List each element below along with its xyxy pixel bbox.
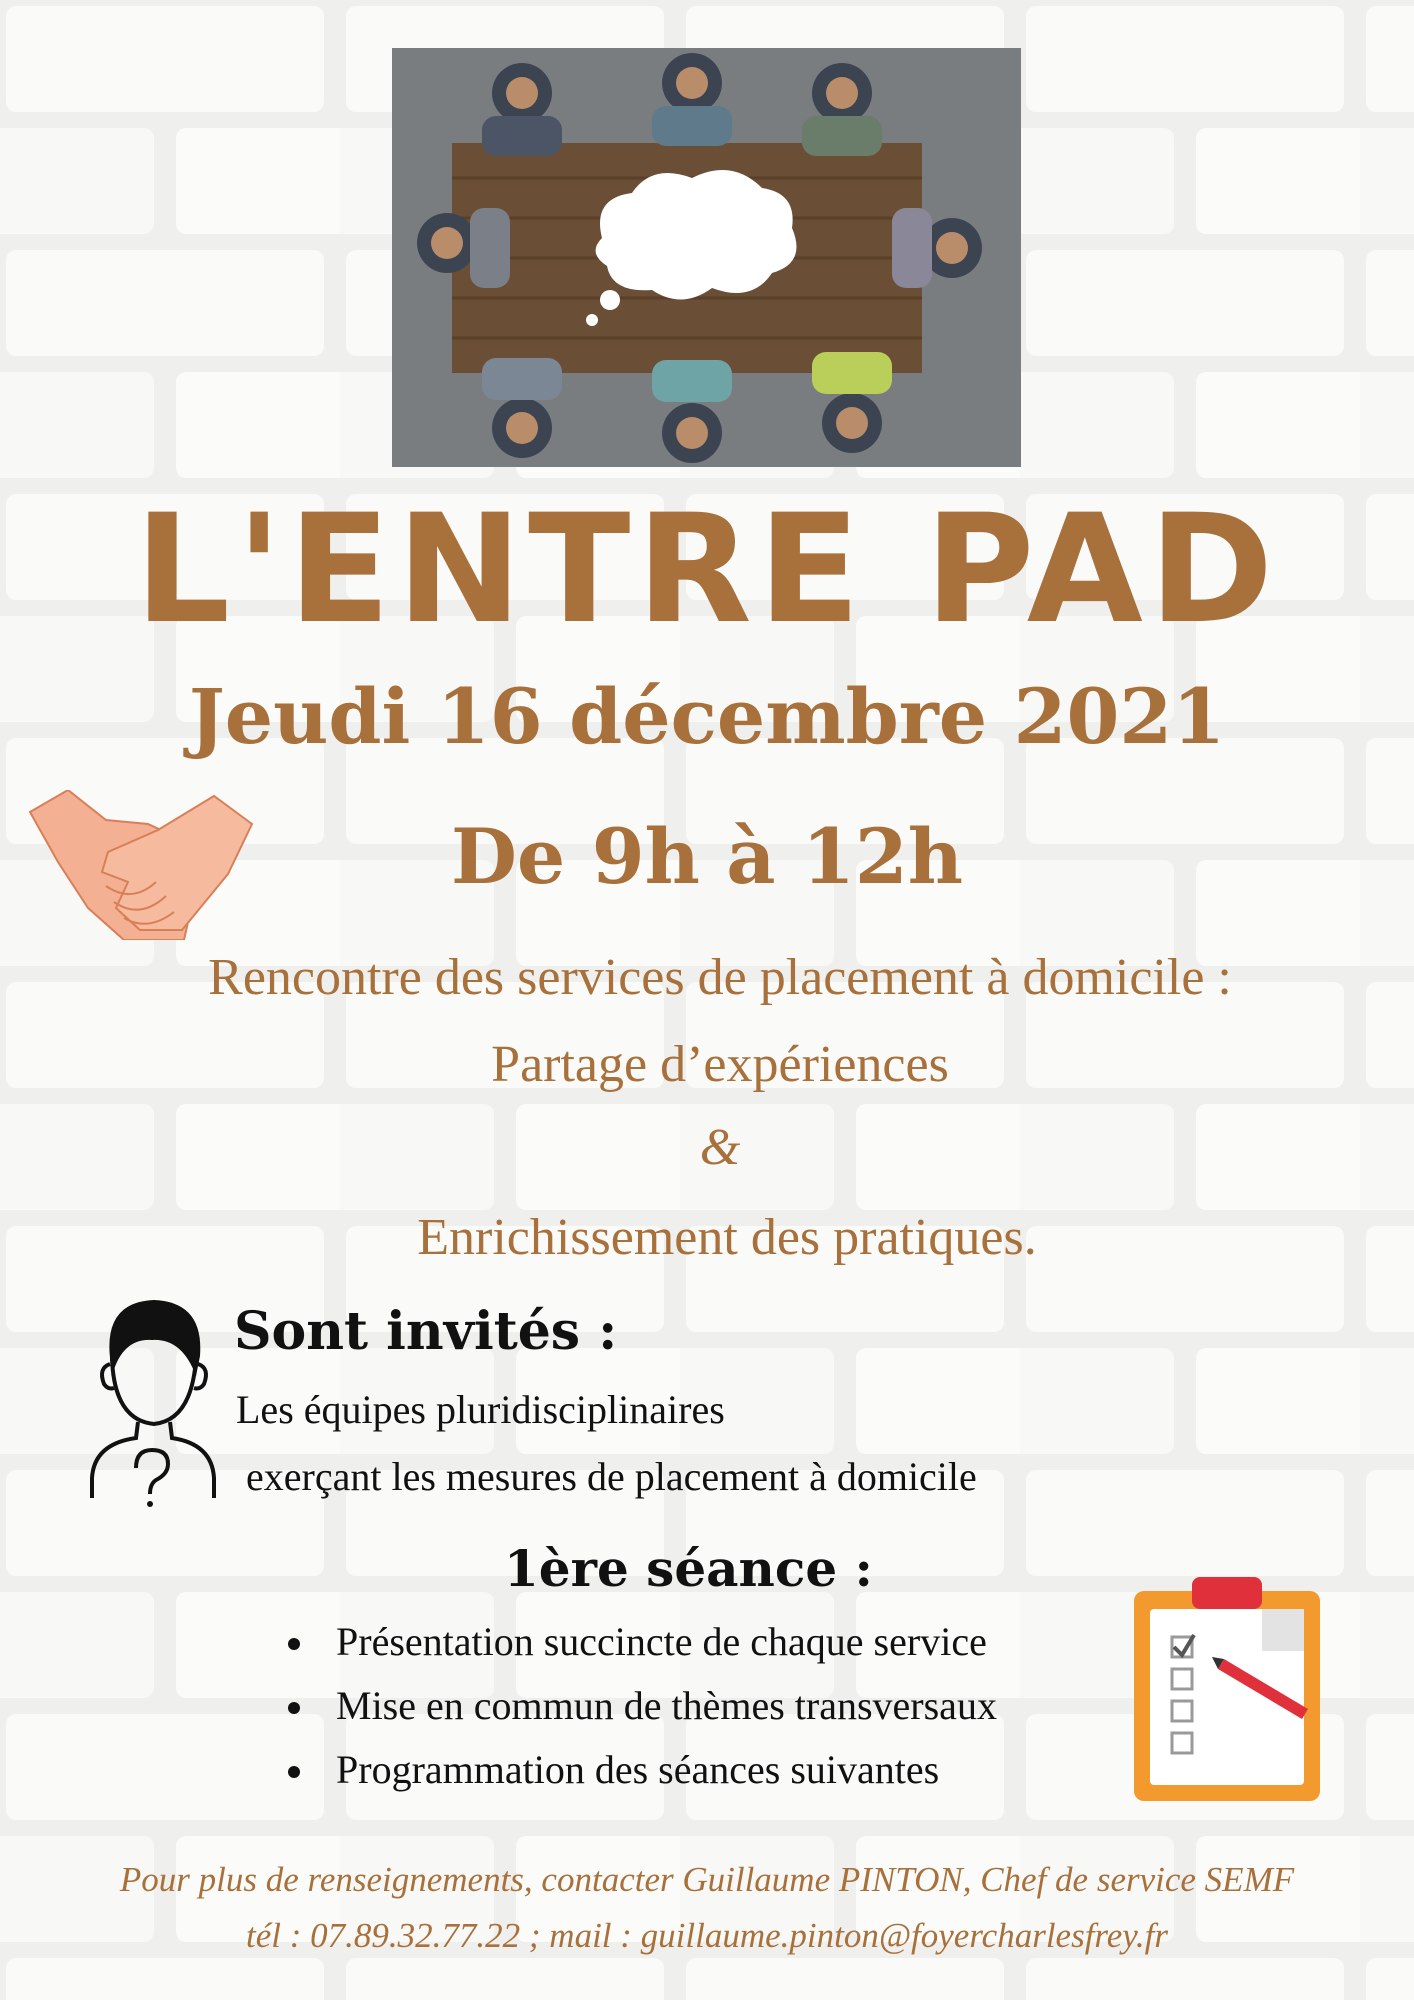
meeting-table-photo <box>392 48 1021 467</box>
description-line-2: Partage d’expériences <box>491 1036 949 1093</box>
invitation-line-2: exerçant les mesures de placement à domicile <box>246 1454 977 1499</box>
event-time: De 9h à 12h <box>450 812 964 901</box>
description-ampersand: & <box>699 1119 741 1176</box>
handshake-icon <box>28 790 254 940</box>
contact-line-1: Pour plus de renseignements, contacter Guillaume PINTON, Chef de service SEMF <box>119 1860 1295 1899</box>
contact-line-2: tél : 07.89.32.77.22 ; mail : guillaume.pinton@foyercharlesfrey.fr <box>246 1916 1168 1955</box>
description-line-1: Rencontre des services de placement à domicile : <box>208 949 1232 1006</box>
invitation-heading: Sont invités : <box>234 1301 618 1362</box>
event-title: L'ENTRE PAD <box>134 483 1280 657</box>
description-line-4: Enrichissement des pratiques. <box>417 1209 1037 1266</box>
clipboard-checklist-icon <box>1132 1575 1324 1803</box>
agenda-item: Mise en commun de thèmes transversaux <box>280 1680 997 1744</box>
person-question-icon <box>88 1298 218 1510</box>
agenda-item: Présentation succincte de chaque service <box>280 1616 997 1680</box>
agenda-item: Programmation des séances suivantes <box>280 1744 997 1808</box>
session-agenda-list <box>280 1616 997 1808</box>
invitation-line-1: Les équipes pluridisciplinaires <box>236 1387 725 1432</box>
event-date: Jeudi 16 décembre 2021 <box>188 672 1226 761</box>
session-heading: 1ère séance : <box>504 1539 873 1598</box>
